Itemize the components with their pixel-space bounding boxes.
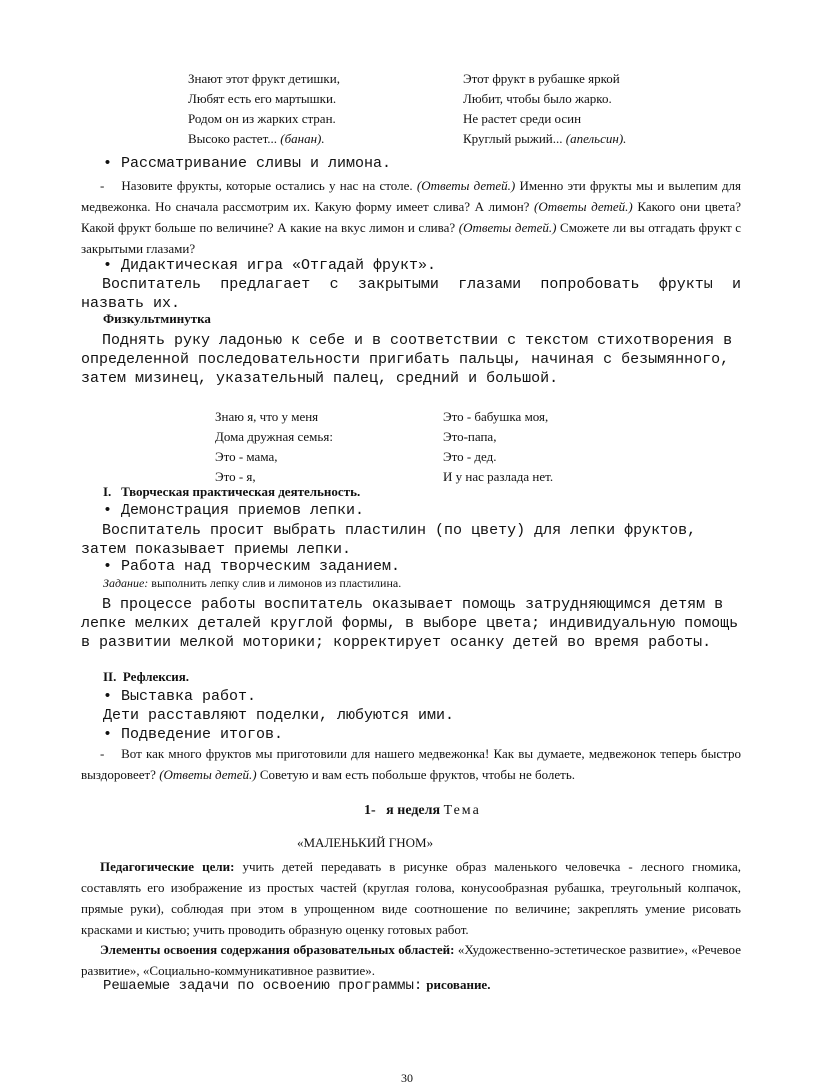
- paragraph-exhibition: Дети расставляют поделки, любуются ими.: [103, 707, 455, 724]
- poem-line: Любит, чтобы было жарко.: [463, 91, 612, 106]
- bullet-plum-lemon: • Рассматривание сливы и лимона.: [103, 155, 392, 172]
- paragraph-goals: Педагогические цели: учить детей передавать в рисунке образ маленького человечка - лесного гномика, составлять его изображение из простых частей (круглая голова, конусообразная рубашка, треугольный колпачок, прямые руки), соблюдая при этом в упрощенном виде соотношение по величине; закреплять умение рисовать красками и кистью; учить проводить образную оценку готовых работ.: [81, 859, 741, 937]
- riddle-answer: (банан).: [280, 131, 325, 146]
- poem-line: Это - мама,: [215, 449, 278, 464]
- poem-line: Это-папа,: [443, 429, 497, 444]
- paragraph-fizkultminutka: Поднять руку ладонью к себе и в соответствии с текстом стихотворения в определенной последовательности пригибать пальцы, начиная с безымянного, затем мизинец, указательный палец, средний и большой.: [81, 332, 733, 387]
- poem-line: Это - я,: [215, 469, 256, 484]
- paragraph-final: - Вот как много фруктов мы приготовили для нашего медвежонка! Как вы думаете, медвежонок теперь быстро выздоровеет? (Ответы детей.) Советую и вам есть побольше фруктов, чтобы не болеть.: [81, 746, 741, 782]
- poem-line: И у нас разлада нет.: [443, 469, 554, 484]
- heading-fizkultminutka: Физкультминутка: [103, 311, 211, 326]
- poem-line: Это - бабушка моя,: [443, 409, 549, 424]
- poem-line: Этот фрукт в рубашке яркой: [463, 71, 620, 86]
- task-line: Задание: выполнить лепку слив и лимонов из пластилина.: [103, 576, 402, 590]
- bullet-didactic-game: • Дидактическая игра «Отгадай фрукт».: [103, 257, 437, 274]
- poem-family-left: [215, 407, 435, 487]
- poem-line: Не растет среди осин: [463, 111, 582, 126]
- week-header: 1- я неделя Тема: [364, 803, 481, 818]
- poem-line: Родом он из жарких стран.: [188, 111, 336, 126]
- paragraph-demonstration: Воспитатель просит выбрать пластилин (по цвету) для лепки фруктов, затем показывает приемы лепки.: [81, 522, 697, 558]
- poem-line: Любят есть его мартышки.: [188, 91, 337, 106]
- poem-family-right: [443, 407, 663, 487]
- paragraph-tasks: Решаемые задачи по освоению программы: рисование.: [103, 977, 491, 994]
- poem-line: Дома дружная семья:: [215, 429, 333, 444]
- section-heading-1: I. Творческая практическая деятельность.: [103, 484, 361, 499]
- riddle-answer: (апельсин).: [565, 131, 627, 146]
- riddle-orange: [463, 69, 723, 149]
- bullet-summary: • Подведение итогов.: [103, 726, 284, 743]
- bullet-exhibition: • Выставка работ.: [103, 688, 257, 705]
- poem-line: Знаю я, что у меня: [215, 409, 319, 424]
- lesson-title: «МАЛЕНЬКИЙ ГНОМ»: [297, 835, 434, 850]
- page-number: 30: [401, 1071, 413, 1085]
- paragraph-elements: Элементы освоения содержания образовательных областей: «Художественно-эстетическое развитие», «Речевое развитие», «Социально-коммуникативное развитие».: [81, 942, 741, 978]
- bullet-demonstration: • Демонстрация приемов лепки.: [103, 502, 365, 519]
- poem-line: Высоко растет... (банан).: [188, 131, 325, 146]
- paragraph-game: Воспитатель предлагает с закрытыми глазами попробовать фрукты и назвать их.: [81, 276, 741, 312]
- poem-line: Это - дед.: [443, 449, 497, 464]
- poem-line: Знают этот фрукт детишки,: [188, 71, 340, 86]
- section-heading-2: II. Рефлексия.: [103, 669, 190, 684]
- paragraph-work-process: В процессе работы воспитатель оказывает помощь затрудняющимся детям в лепке мелких деталей круглой формы, в выборе цвета; индивидуальную помощь в развитии мелкой моторики; корректирует осанку детей во время работы.: [81, 596, 739, 651]
- riddle-banana: [188, 69, 438, 149]
- bullet-creative-task: • Работа над творческим заданием.: [103, 558, 401, 575]
- poem-line: Круглый рыжий... (апельсин).: [463, 131, 627, 146]
- paragraph-questions: - Назовите фрукты, которые остались у нас на столе. (Ответы детей.) Именно эти фрукты мы и вылепим для медвежонка. Но сначала рассмотрим их. Какую форму имеет слива? А лимон? (Ответы детей.) Какого они цвета? Какой фрукт больше по величине? А какие на вкус лимон и слива? (Ответы детей.) Сможете ли вы отгадать фрукт с закрытыми глазами?: [81, 178, 742, 256]
